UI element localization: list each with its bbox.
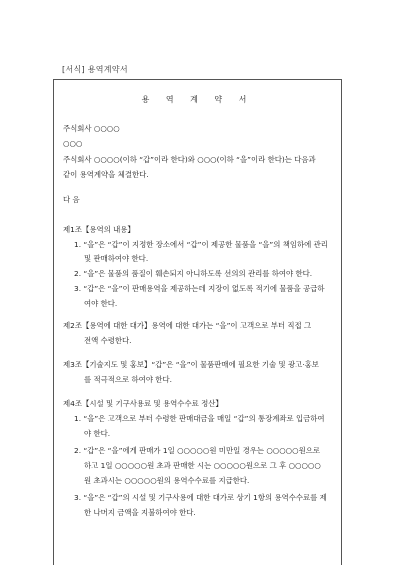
article4-heading: 제4조【시설 및 기구사용료 및 용역수수료 정산】 (63, 399, 223, 408)
article4-item2: 2. “갑”은 “을”에게 판매가 1일 ○○○○○원 미만일 경우는 ○○○○○원으로 (74, 446, 321, 455)
article2-line1: 제2조【용역에 대한 대가】용역에 대한 대가는 “을”이 고객으로 부터 직접 그 (63, 321, 312, 330)
article4-item3: 3. “을”은 “갑”의 시설 및 기구사용에 대한 대가로 상기 1항의 용역수수료를 제 (74, 493, 327, 502)
contract-box (53, 79, 342, 565)
article1-item3-cont: 여야 한다. (84, 299, 118, 308)
article4-item2-cont: 원 초과시는 ○○○○○원의 용역수수료를 지급한다. (84, 476, 250, 485)
form-label: [서식] 용역계약서 (62, 65, 128, 74)
article4-item1: 1. “을”은 고객으로 부터 수령한 판매대금을 매일 “갑”의 통장계좌로 입금하여 (74, 414, 325, 423)
article1-heading: 제1조【용역의 내용】 (63, 225, 135, 234)
article3-line2: 를 적극적으로 하여야 한다. (84, 375, 172, 384)
party-b: ○○○ (63, 139, 83, 148)
article1-item2: 2. “을”은 물품의 품질이 훼손되지 아니하도록 선의의 관리를 하여야 한다. (74, 269, 313, 278)
da-eum-heading: 다 음 (63, 195, 80, 204)
intro-line: 주식회사 ○○○○(이하 “갑”이라 한다)와 ○○○(이하 “을”이라 한다)는 다음과 (63, 155, 316, 164)
article1-item1: 1. “을”은 “갑”이 지정한 장소에서 “갑”이 제공한 물품을 “을”의 책임하에 관리 (74, 240, 328, 249)
party-a: 주식회사 ○○○○ (63, 124, 120, 133)
article4-item3-cont: 한 나머지 금액을 지불하여야 한다. (84, 508, 196, 517)
article1-item3: 3. “갑”은 “을”이 판매용역을 제공하는데 지장이 없도록 적기에 물품을 공급하 (74, 284, 325, 293)
article2-line2: 전액 수령한다. (84, 336, 132, 345)
article4-item1-cont: 야 한다. (84, 429, 111, 438)
article3-line1: 제3조【기술지도 및 홍보】“갑”은 “을”이 물품판매에 필요한 기술 및 광고·홍보 (63, 360, 319, 369)
contract-title: 용 역 계 약 서 (141, 95, 254, 104)
intro-line: 같이 용역계약을 체결한다. (63, 170, 149, 179)
article4-item2-cont: 하고 1일 ○○○○○원 초과 판매한 시는 ○○○○○원으로 그 후 ○○○○○ (84, 461, 321, 470)
article1-item1-cont: 및 판매하여야 한다. (84, 254, 149, 263)
